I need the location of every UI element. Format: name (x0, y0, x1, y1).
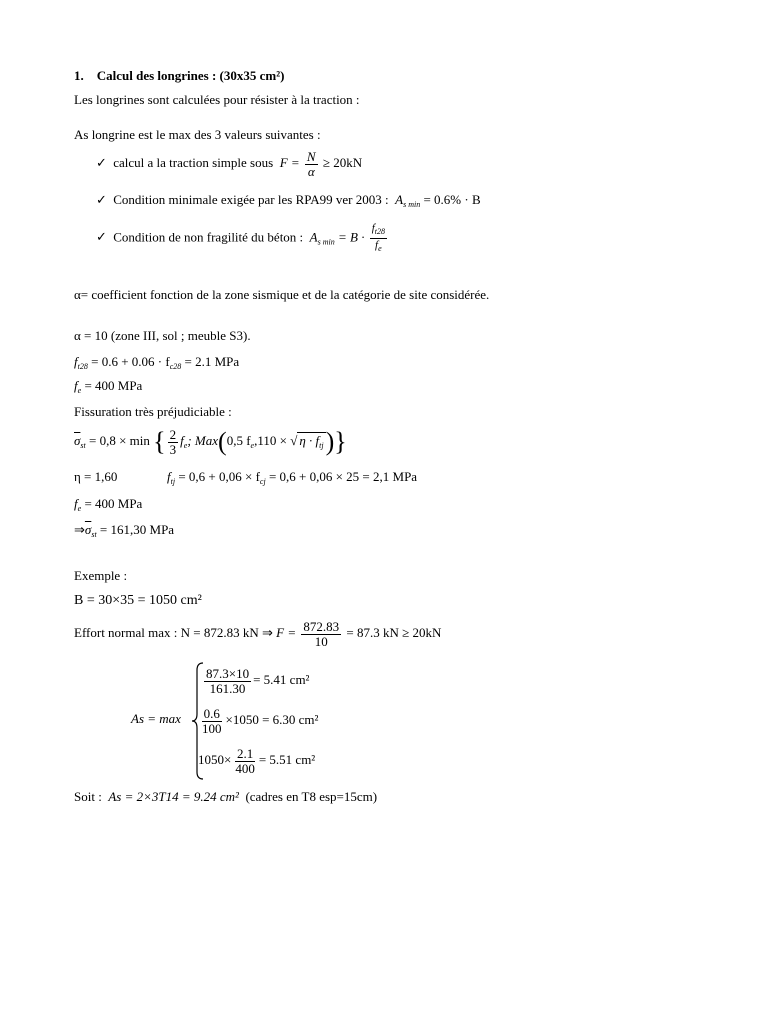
ftj-lhs-sub: tj (170, 477, 176, 486)
alpha-definition: α= coefficient fonction de la zone sismique et de la catégorie de site considérée. (74, 287, 490, 302)
formula-sub: s min (317, 237, 335, 247)
fraction (370, 222, 387, 255)
sigma-result (74, 522, 174, 543)
fraction-denominator-sub: e (378, 244, 382, 253)
sqrt-icon: √ (290, 433, 298, 448)
f-lhs: F = (276, 625, 297, 640)
checkmark-icon: ✓ (96, 229, 107, 245)
eta-line (74, 469, 117, 485)
sigma-d: 0,5 f (226, 433, 251, 448)
as-intro-text: As longrine est le max des 3 valeurs suivantes : (74, 127, 321, 142)
ft28-rhs-b: = 2.1 MPa (184, 354, 240, 369)
root-sub: tj (319, 441, 324, 450)
ftj-b: = 0,6 + 0,06 × 25 = 2,1 MPa (268, 469, 418, 484)
implies-icon: ⇒ (261, 625, 273, 640)
fraction-denominator: 10 (314, 633, 328, 649)
bullet-rpa (96, 192, 481, 213)
ft28-formula (74, 354, 239, 375)
fraction-denominator: α (307, 163, 315, 179)
fe2-lhs: f (74, 496, 78, 511)
section-title: Calcul des longrines : (30x35 cm²) (96, 68, 285, 83)
section-heading (74, 68, 284, 84)
left-brace: { (153, 427, 166, 456)
bullet-text: Condition minimale exigée par les RPA99 ver 2003 : (113, 192, 389, 207)
soit-label: Soit : (74, 789, 102, 804)
bullet-fragilite (96, 222, 389, 257)
left-paren: ( (218, 427, 227, 456)
example-label: Exemple : (74, 568, 128, 583)
fraction-denominator: 3 (169, 441, 177, 457)
sigma-b: f (180, 433, 184, 448)
checkmark-icon: ✓ (96, 192, 107, 207)
fraction (204, 667, 251, 696)
fraction (305, 150, 318, 179)
fraction-numerator: 2 (169, 426, 177, 442)
fe2-formula (74, 496, 142, 517)
sigma-a: = 0,8 × min (89, 433, 150, 448)
fraction-denominator: 161.30 (209, 680, 246, 696)
formula-lhs: F = (279, 155, 300, 170)
as-row-2 (198, 702, 318, 738)
example-b: B = 30×35 = 1050 cm² (74, 593, 202, 608)
ftj-a: = 0,6 + 0,06 × f (178, 469, 260, 484)
sigma-e: ,110 × (254, 433, 287, 448)
alpha-value: α = 10 (zone III, sol ; meuble S3). (74, 328, 251, 343)
sigma-formula (74, 424, 347, 463)
ft28-rhs-sub: c28 (169, 362, 182, 371)
right-brace: } (334, 427, 347, 456)
formula-eq: = B · (338, 229, 365, 245)
sigma-lhs-sub: st (80, 441, 86, 450)
root-text: η · f (299, 433, 320, 448)
row-rhs: = 5.41 cm² (253, 672, 310, 687)
as-max-text: As = max (131, 711, 181, 726)
fraction (301, 620, 341, 649)
ft28-lhs-sub: t28 (77, 362, 88, 371)
sigma-c: ; Max (187, 433, 219, 448)
fraction (233, 747, 257, 776)
sigma-result-lhs: $\overline{\sigma}$ (84, 522, 92, 537)
formula-lhs: A (395, 192, 404, 207)
as-max-lhs (131, 711, 181, 727)
row-rhs: = 5.51 cm² (258, 752, 316, 767)
soit-formula: As = 2×3T14 = 9.24 cm² (108, 789, 239, 804)
sigma-b-sub: e (183, 441, 188, 450)
implies-icon: ⇒ (74, 522, 85, 537)
fe2-lhs-sub: e (77, 504, 82, 513)
sqrt-radicand (297, 432, 325, 448)
effort-line (74, 615, 441, 651)
fe-rhs: = 400 MPa (84, 378, 143, 393)
fe-lhs-sub: e (77, 386, 82, 395)
fraction-numerator: N (306, 148, 316, 164)
f-rhs: = 87.3 kN ≥ 20kN (346, 625, 442, 640)
as-row-1 (202, 662, 309, 698)
bullet-text: calcul a la traction simple sous (113, 155, 274, 170)
formula-lhs: A (309, 229, 318, 245)
fissuration-label: Fissuration très préjudiciable : (74, 404, 232, 419)
bullet-traction (96, 148, 362, 179)
fraction-denominator: 100 (202, 720, 222, 736)
fraction-denominator: 400 (235, 760, 255, 776)
ftj-formula (167, 469, 417, 490)
ft28-lhs: f (74, 354, 78, 369)
formula-sub: s min (403, 200, 421, 209)
soit-note: (cadres en T8 esp=15cm) (245, 789, 378, 804)
formula-rhs: = 0.6% · B (423, 192, 481, 207)
row-rhs: ×1050 = 6.30 cm² (225, 712, 319, 727)
fraction-denominator: f (375, 239, 379, 251)
fraction-numerator: 87.3×10 (206, 665, 250, 681)
ftj-lhs: f (167, 469, 171, 484)
ftj-a-sub: cj (259, 477, 266, 486)
checkmark-icon: ✓ (96, 155, 107, 170)
fraction-numerator: 2.1 (236, 745, 254, 761)
fe2-rhs: = 400 MPa (84, 496, 143, 511)
as-row-3 (198, 742, 315, 778)
fraction-numerator-sub: t28 (374, 227, 386, 236)
intro-text: Les longrines sont calculées pour résister à la traction : (74, 92, 360, 107)
formula-rhs: ≥ 20kN (322, 155, 363, 170)
fe-lhs: f (74, 378, 78, 393)
fraction (200, 707, 224, 736)
sigma-result-rhs: = 161,30 MPa (99, 522, 175, 537)
row-pre: 1050× (198, 752, 232, 767)
fraction-numerator: 872.83 (303, 618, 340, 634)
bullet-text: Condition de non fragilité du béton : (113, 229, 304, 245)
sigma-result-sub: st (91, 530, 97, 539)
eta-value: η = 1,60 (74, 469, 118, 484)
fraction (168, 428, 179, 457)
ft28-rhs-a: = 0.6 + 0.06 · f (91, 354, 170, 369)
section-number: 1. (74, 68, 84, 83)
effort-text: Effort normal max : N = 872.83 kN (74, 625, 259, 640)
right-paren: ) (325, 427, 335, 456)
soit-line (74, 789, 377, 805)
sigma-d-sub: e (250, 441, 255, 450)
sigma-lhs: $\overline{\sigma}$ (74, 433, 81, 448)
fraction-numerator: f (371, 222, 375, 234)
fraction-numerator: 0.6 (203, 705, 220, 721)
fe-formula (74, 378, 142, 399)
